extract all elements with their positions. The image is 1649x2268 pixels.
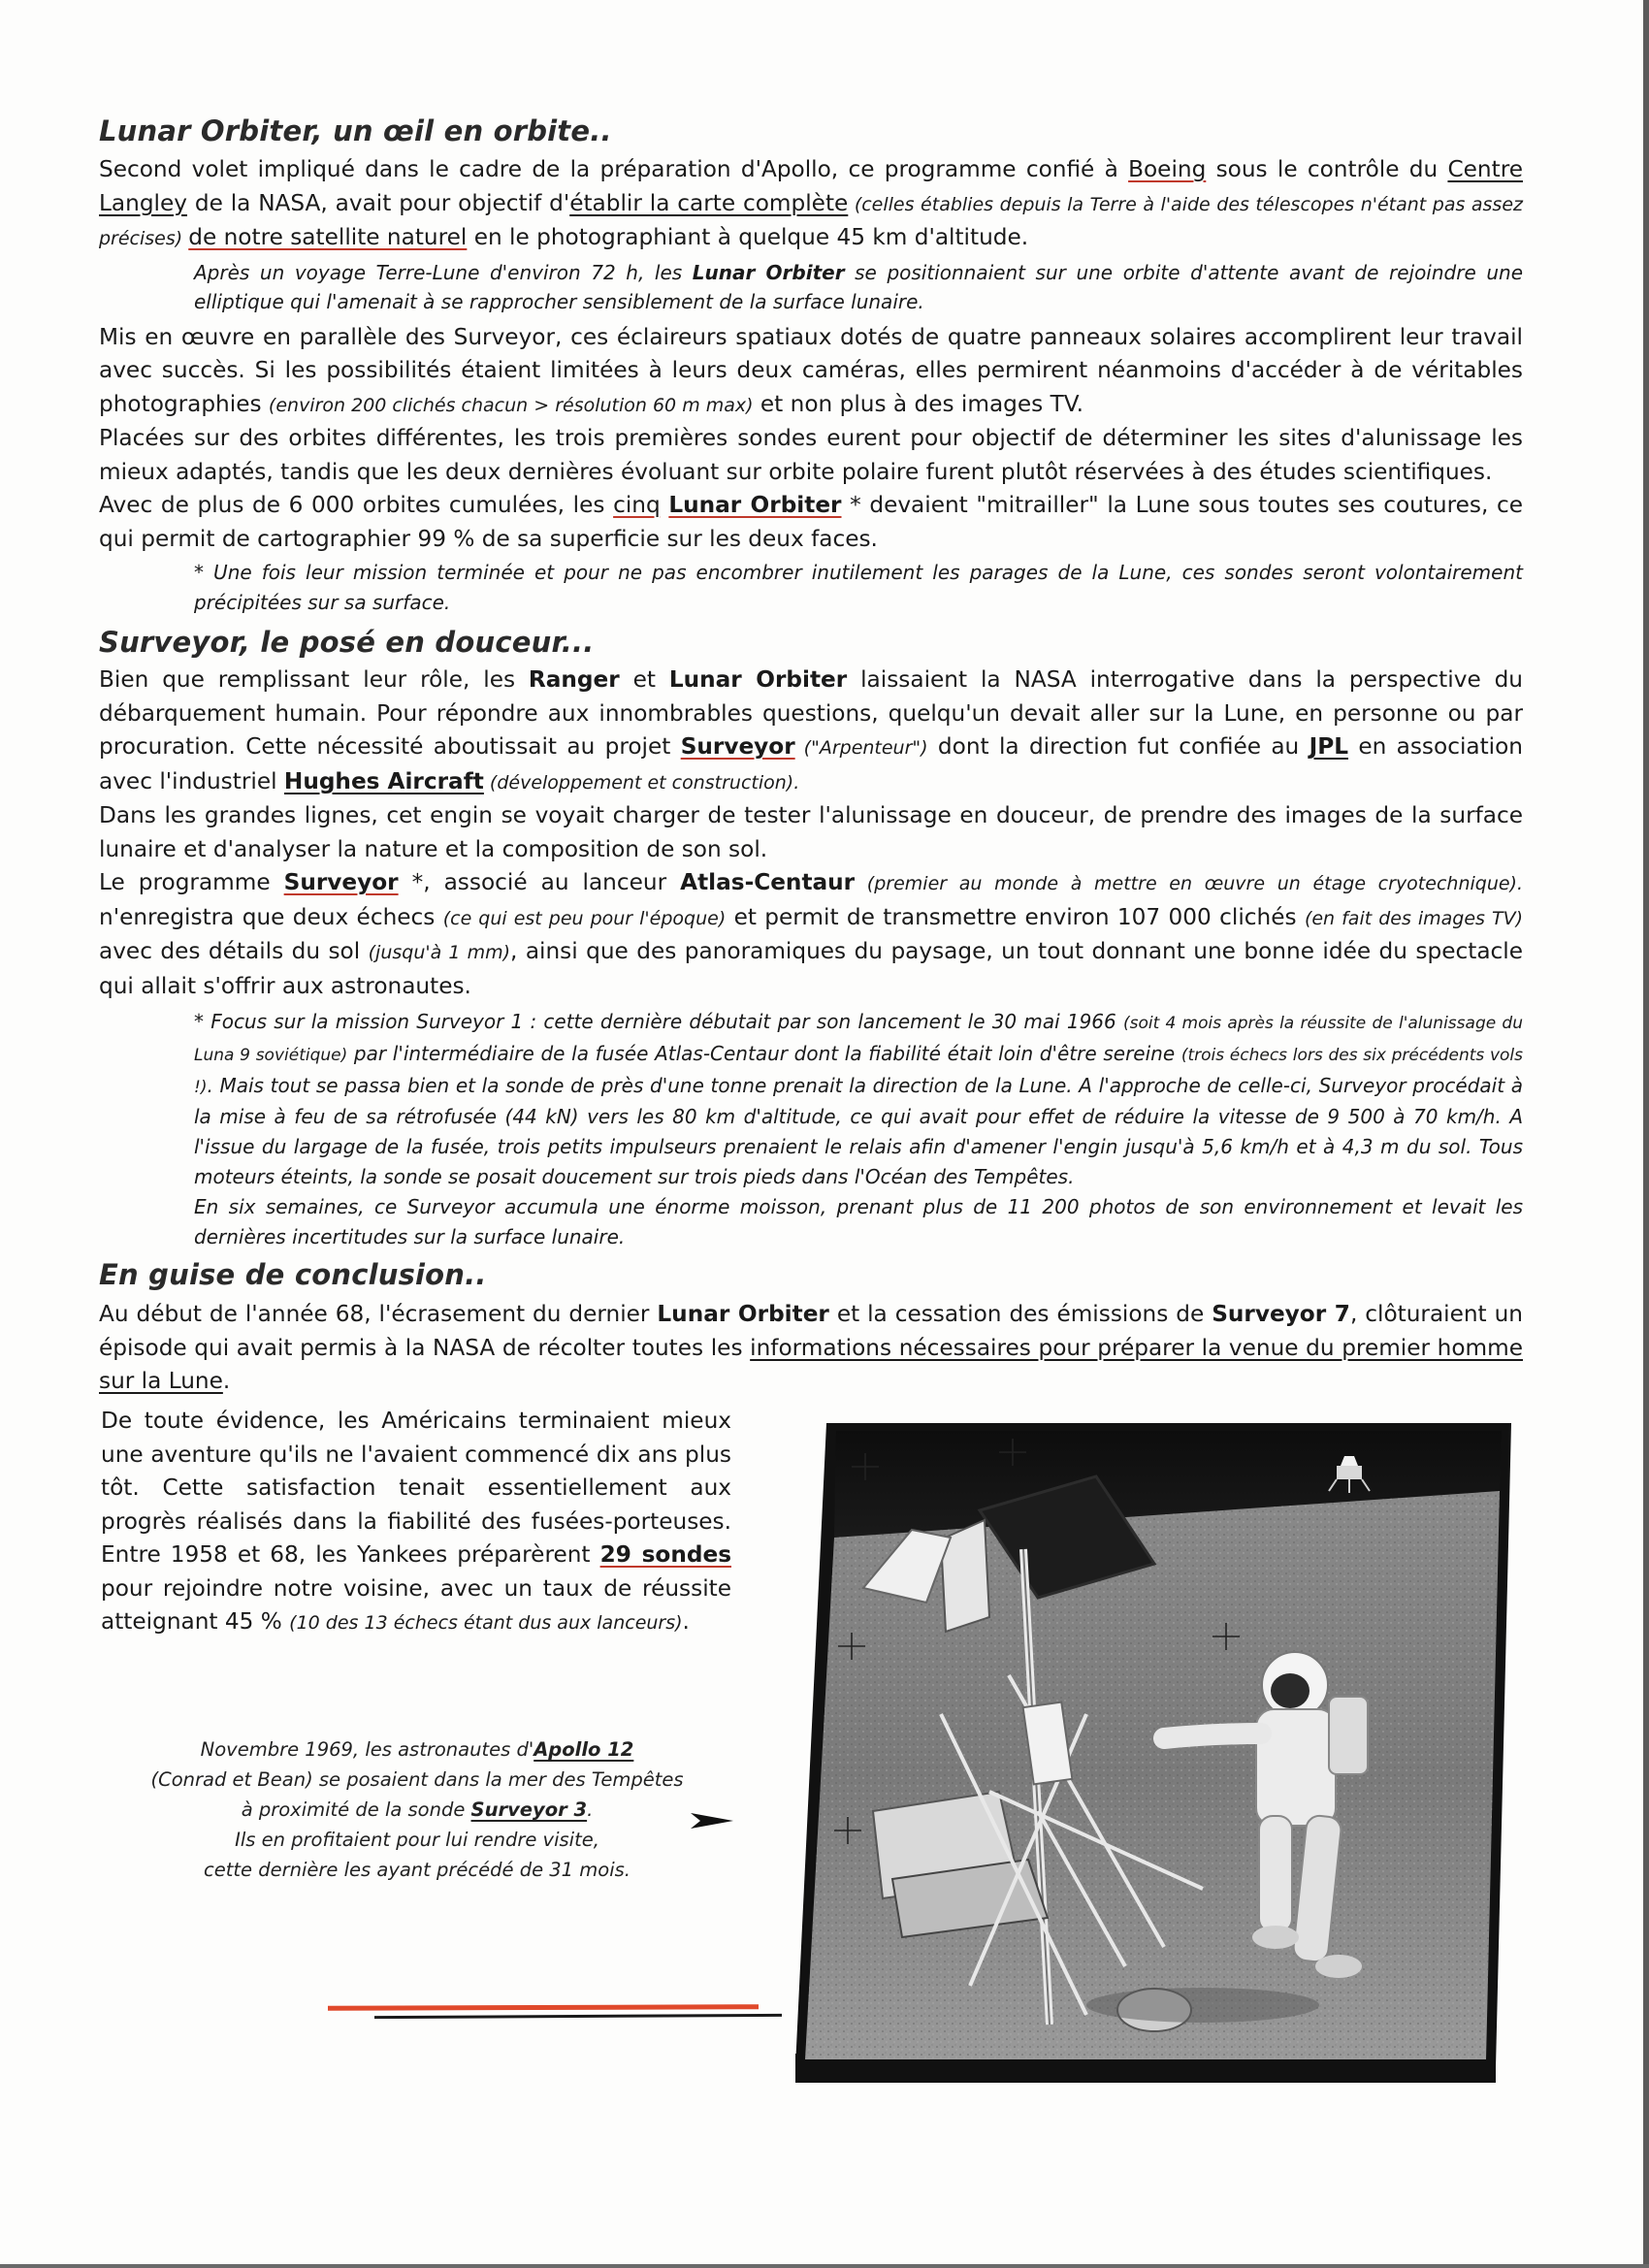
note-voyage: Après un voyage Terre-Lune d'environ 72 h, les Lunar Orbiter se positionnaient sur une orbite d'attente avant de rejoindre une elliptique qui l'amenait à se rapprocher sensiblement de la surface lunaire. xyxy=(194,260,1523,313)
satellite-naturel: de notre satellite naturel xyxy=(188,224,468,250)
section-lunar-orbiter xyxy=(99,153,1523,617)
link-boeing: Boeing xyxy=(1128,156,1207,182)
paragraph: Mis en œuvre en parallèle des Surveyor, ces éclaireurs spatiaux dotés de quatre panneaux solaires accomplirent leur travail avec succès. Si les possibilités étaient limitées à leurs deux caméras, elles permirent néanmoins d'accéder à de véritables photographies (environ 200 clichés chacun > résolution 60 m max) et non plus à des images TV. xyxy=(99,323,1523,417)
paragraph: Avec de plus de 6 000 orbites cumulées, les cinq Lunar Orbiter * devaient "mitrailler" la Lune sous toutes ses coutures, ce qui permit de cartographier 99 % de sa superficie sur les deux faces. xyxy=(99,492,1523,552)
section-surveyor xyxy=(99,664,1523,1251)
photo-caption: Novembre 1969, les astronautes d'Apollo 12 (Conrad et Bean) se posaient dans la mer des Tempêtes à proximité de la sonde Surveyor 3. Ils en profitaient pour lui rendre visite, cette dernière les ayant précédé de 31 mois. xyxy=(150,1738,684,1881)
decorative-red-rule xyxy=(328,2004,759,2011)
paragraph: Le programme Surveyor *, associé au lanceur Atlas-Centaur (premier au monde à mettre en œuvre un étage cryotechnique). n'enregistra que deux échecs (ce qui est peu pour l'époque) et permit de transmettre environ 107 000 clichés (en fait des images TV) avec des détails du sol (jusqu'à 1 mm), ainsi que des panoramiques du paysage, un tout donnant une bonne idée du spectacle qui allait s'offrir aux astronautes. xyxy=(99,869,1524,999)
apollo12-surveyor3-photo xyxy=(795,1423,1511,2083)
paragraph: Dans les grandes lignes, cet engin se voyait charger de tester l'alunissage en douceur, de prendre des images de la surface lunaire et d'analyser la nature et la composition de son sol. xyxy=(99,802,1523,862)
footnote-surveyor-1: * Focus sur la mission Surveyor 1 : cette dernière débutait par son lancement le 30 mai 1966 (soit 4 mois après la réussite de l'alunissage du Luna 9 soviétique) par l'intermédiaire de la fusée Atlas-Centaur dont la fiabilité était loin d'être sereine (trois échecs lors des six précédents vols !). Mais tout se passa bien et la sonde de près d'une tonne prenait la direction de la Lune. A l'approche de celle-ci, Surveyor procédait à la mise à feu de sa rétrofusée (44 kN) vers les 80 km d'altitude, ce qui avait pour effet de réduire la vitesse de 9 500 à 70 km/h. A l'issue du largage de la fusée, trois petits impulseurs prenaient le relais afin d'amener l'engin jusqu'à 5,6 km/h et à 4,3 m du sol. Tous moteurs éteints, la sonde se posait doucement sur trois pieds dans l'Océan des Tempêtes. En six semaines, ce Surveyor accumula une énorme moisson, prenant plus de 11 200 photos de son environnement et levait les dernières incertitudes sur la surface lunaire. xyxy=(194,1010,1523,1248)
paragraph: De toute évidence, les Américains terminaient mieux une aventure qu'ils ne l'avaient commencé dix ans plus tôt. Cette satisfaction tenait essentiellement aux progrès réalisés dans la fiabilité des fusées-porteuses. Entre 1958 et 68, les Yankees préparèrent 29 sondes pour rejoindre notre voisine, avec un taux de réussite atteignant 45 % (10 des 13 échecs étant dus aux lanceurs). xyxy=(101,1408,731,1635)
section-conclusion xyxy=(99,1298,1523,1399)
conclusion-left-column xyxy=(101,1405,731,1640)
centre-langley: Centre Langley xyxy=(99,156,1523,216)
paragraph: Second volet impliqué dans le cadre de la préparation d'Apollo, ce programme confié à Boeing sous le contrôle du Centre Langley de la NASA, avait pour objectif d'établir la carte complète (celles établies depuis la Terre à l'aide des télescopes n'étant pas assez précises) de notre satellite naturel en le photographiant à quelque 45 km d'altitude. xyxy=(99,156,1523,250)
scan-edge-right xyxy=(1643,0,1649,2268)
paragraph: Au début de l'année 68, l'écrasement du dernier Lunar Orbiter et la cessation des émissions de Surveyor 7, clôturaient un épisode qui avait permis à la NASA de récolter toutes les informations nécessaires pour préparer la venue du premier homme sur la Lune. xyxy=(99,1301,1524,1394)
paragraph: Bien que remplissant leur rôle, les Ranger et Lunar Orbiter laissaient la NASA interrogative dans la perspective du débarquement humain. Pour répondre aux innombrables questions, quelqu'un devait aller sur la Lune, en personne ou par procuration. Cette nécessité aboutissait au projet Surveyor ("Arpenteur") dont la direction fut confiée au JPL en association avec l'industriel Hughes Aircraft (développement et construction). xyxy=(99,666,1524,794)
paragraph: Placées sur des orbites différentes, les trois premières sondes eurent pour objectif de déterminer les sites d'alunissage les mieux adaptés, tandis que les deux dernières évoluant sur orbite polaire furent plutôt réservées à des études scientifiques. xyxy=(99,425,1523,485)
heading-surveyor: Surveyor, le posé en douceur... xyxy=(99,626,595,659)
arrow-right-icon xyxy=(689,1810,735,1831)
footnote-orbiter: * Une fois leur mission terminée et pour ne pas encombrer inutilement les parages de la Lune, ces sondes seront volontairement précipitées sur sa surface. xyxy=(194,561,1523,614)
heading-lunar-orbiter: Lunar Orbiter, un œil en orbite.. xyxy=(99,114,612,147)
carte-complete: établir la carte complète xyxy=(569,189,849,216)
scan-edge-bottom xyxy=(0,2264,1649,2268)
heading-conclusion: En guise de conclusion.. xyxy=(99,1258,487,1291)
decorative-black-rule xyxy=(374,2014,782,2019)
